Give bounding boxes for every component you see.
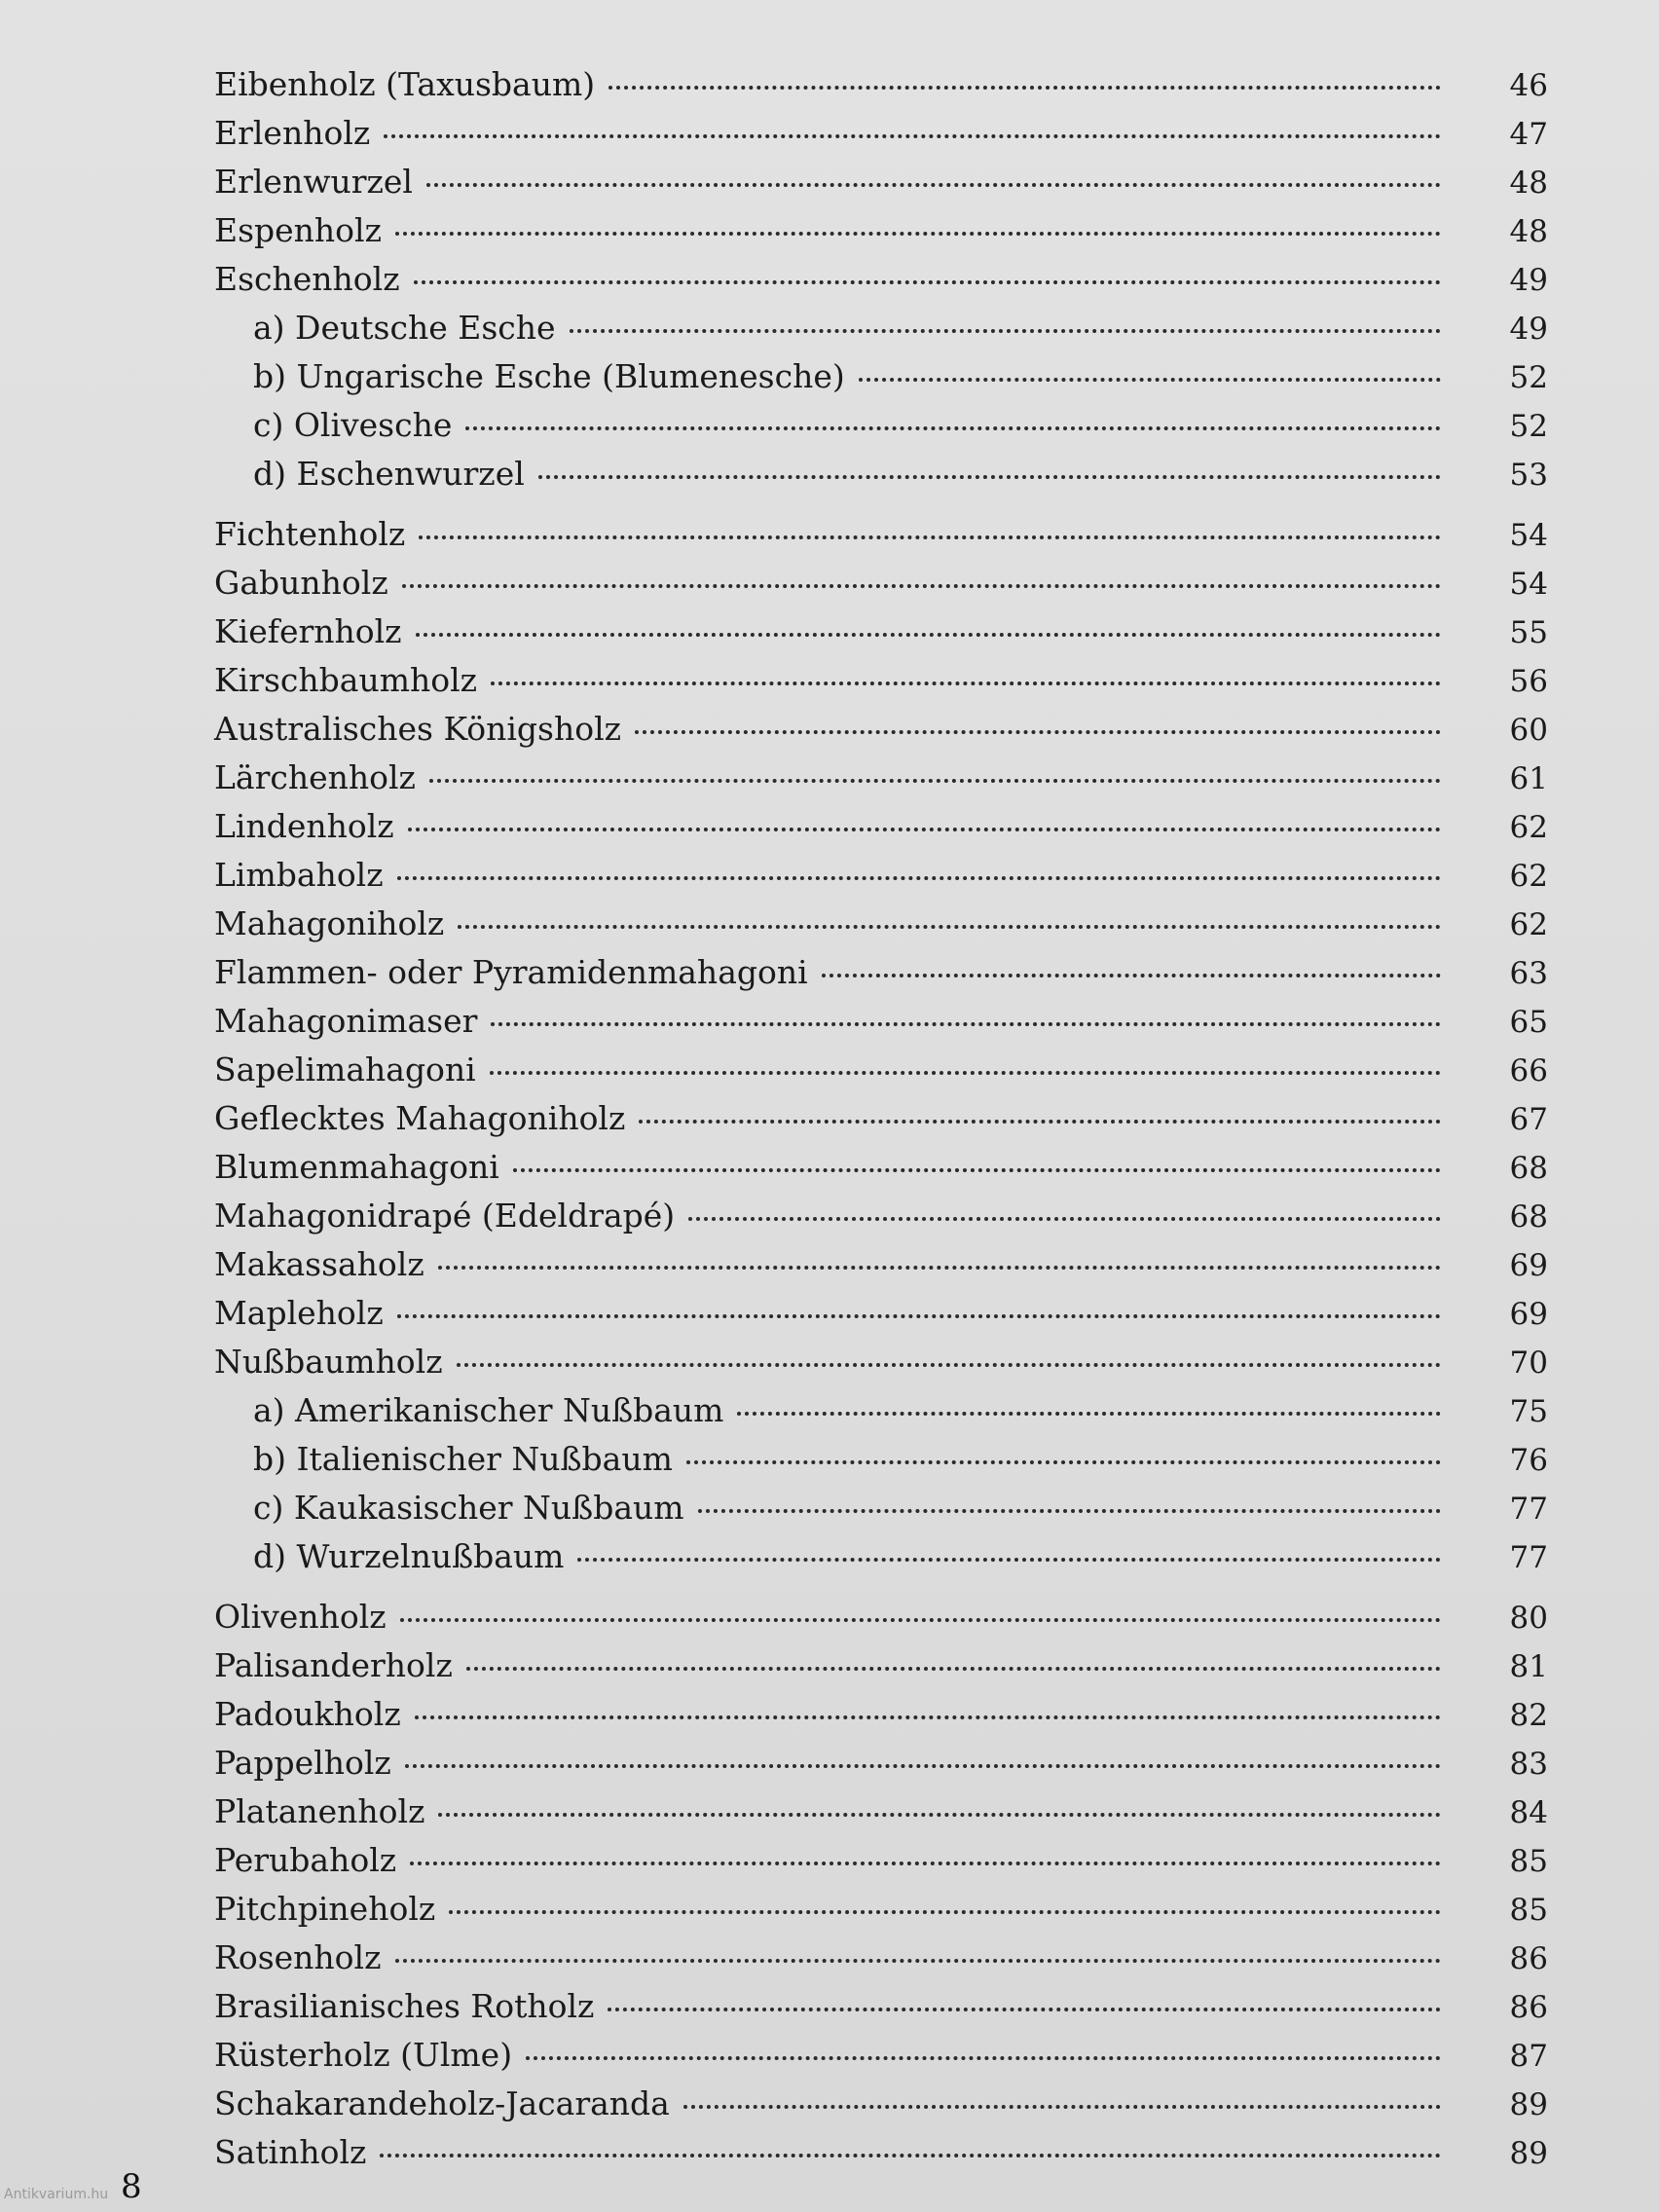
dot-leader xyxy=(395,1959,1442,1963)
dot-leader xyxy=(513,1168,1441,1172)
dot-leader xyxy=(397,1314,1441,1318)
toc-entry xyxy=(214,1289,1548,1338)
toc-entry xyxy=(214,1885,1548,1934)
dot-leader xyxy=(384,134,1441,138)
toc-entry xyxy=(214,900,1548,948)
entry-page-number: 81 xyxy=(1509,1649,1548,1684)
dot-leader xyxy=(419,535,1441,539)
entry-label: Pitchpineholz xyxy=(214,1890,436,1928)
entry-label: Brasilianisches Rotholz xyxy=(214,1987,595,2025)
table-of-contents xyxy=(214,60,1548,2177)
entry-page-number: 86 xyxy=(1509,1941,1548,1976)
entry-label: d) Eschenwurzel xyxy=(253,455,525,493)
entry-page-number: 87 xyxy=(1509,2039,1548,2074)
toc-entry xyxy=(214,997,1548,1046)
dot-leader xyxy=(737,1412,1441,1416)
toc-subentry xyxy=(214,401,1548,450)
toc-entry xyxy=(214,1934,1548,1982)
entry-page-number: 52 xyxy=(1509,409,1548,444)
dot-leader xyxy=(683,2105,1441,2109)
entry-page-number: 65 xyxy=(1509,1005,1548,1040)
entry-page-number: 68 xyxy=(1509,1151,1548,1186)
entry-page-number: 52 xyxy=(1509,360,1548,395)
entry-label: Padoukholz xyxy=(214,1695,401,1733)
entry-page-number: 56 xyxy=(1509,664,1548,699)
entry-page-number: 89 xyxy=(1509,2087,1548,2122)
dot-leader xyxy=(698,1509,1441,1513)
toc-entry xyxy=(214,851,1548,900)
toc-entry xyxy=(214,608,1548,656)
dot-leader xyxy=(405,1764,1441,1768)
entry-label: Kirschbaumholz xyxy=(214,661,478,699)
toc-entry xyxy=(214,1788,1548,1836)
entry-label: b) Ungarische Esche (Blumenesche) xyxy=(253,357,845,395)
toc-subentry xyxy=(214,450,1548,498)
dot-leader xyxy=(688,1217,1441,1221)
entry-page-number: 54 xyxy=(1509,518,1548,553)
dot-leader xyxy=(686,1460,1441,1464)
entry-label: Nußbaumholz xyxy=(214,1343,443,1381)
entry-page-number: 77 xyxy=(1509,1540,1548,1575)
dot-leader xyxy=(822,974,1441,977)
dot-leader xyxy=(449,1910,1441,1914)
dot-leader xyxy=(458,925,1441,929)
entry-page-number: 62 xyxy=(1509,859,1548,894)
entry-label: Espenholz xyxy=(214,211,382,249)
dot-leader xyxy=(415,1715,1441,1719)
entry-page-number: 49 xyxy=(1509,312,1548,347)
dot-leader xyxy=(438,1266,1441,1270)
entry-label: Kiefernholz xyxy=(214,612,402,650)
entry-label: Platanenholz xyxy=(214,1792,425,1830)
toc-entry xyxy=(214,1338,1548,1386)
toc-entry xyxy=(214,60,1548,109)
toc-entry xyxy=(214,206,1548,255)
toc-entry xyxy=(214,510,1548,559)
entry-page-number: 48 xyxy=(1509,214,1548,249)
entry-label: Mahagonidrapé (Edeldrapé) xyxy=(214,1197,676,1235)
entry-label: Eschenholz xyxy=(214,260,400,298)
toc-entry xyxy=(214,705,1548,754)
entry-label: Sapelimahagoni xyxy=(214,1051,476,1088)
dot-leader xyxy=(491,1022,1441,1026)
dot-leader xyxy=(408,828,1441,831)
toc-entry xyxy=(214,1240,1548,1289)
entry-label: Mahagoniholz xyxy=(214,904,445,942)
entry-page-number: 66 xyxy=(1509,1053,1548,1088)
entry-page-number: 63 xyxy=(1509,956,1548,991)
entry-label: Palisanderholz xyxy=(214,1646,453,1684)
dot-leader xyxy=(490,1071,1441,1075)
toc-entry xyxy=(214,802,1548,851)
toc-entry xyxy=(214,559,1548,608)
entry-page-number: 47 xyxy=(1509,117,1548,152)
entry-page-number: 54 xyxy=(1509,567,1548,602)
entry-label: Olivenholz xyxy=(214,1598,387,1636)
toc-subentry xyxy=(214,1532,1548,1581)
entry-page-number: 46 xyxy=(1509,68,1548,103)
dot-leader xyxy=(400,1618,1441,1622)
dot-leader xyxy=(859,378,1441,382)
entry-page-number: 48 xyxy=(1509,166,1548,201)
entry-page-number: 55 xyxy=(1509,615,1548,650)
entry-page-number: 83 xyxy=(1509,1747,1548,1782)
toc-entry xyxy=(214,1836,1548,1885)
dot-leader xyxy=(635,730,1441,734)
entry-label: Gabunholz xyxy=(214,564,388,602)
entry-label: Rüsterholz (Ulme) xyxy=(214,2036,513,2074)
toc-entry xyxy=(214,754,1548,802)
toc-entry xyxy=(214,1094,1548,1143)
entry-label: Australisches Königsholz xyxy=(214,710,622,748)
entry-label: Erlenholz xyxy=(214,114,371,152)
entry-label: c) Kaukasischer Nußbaum xyxy=(253,1489,684,1527)
entry-page-number: 75 xyxy=(1509,1394,1548,1429)
entry-label: Rosenholz xyxy=(214,1938,382,1976)
toc-entry xyxy=(214,2031,1548,2080)
toc-entry xyxy=(214,2128,1548,2177)
entry-page-number: 49 xyxy=(1509,263,1548,298)
entry-label: Eibenholz (Taxusbaum) xyxy=(214,65,596,103)
entry-page-number: 69 xyxy=(1509,1248,1548,1283)
dot-leader xyxy=(538,475,1441,479)
toc-entry xyxy=(214,656,1548,705)
toc-entry xyxy=(214,1192,1548,1240)
toc-subentry xyxy=(214,304,1548,352)
entry-label: Flammen- oder Pyramidenmahagoni xyxy=(214,953,808,991)
entry-label: Erlenwurzel xyxy=(214,163,413,201)
entry-page-number: 84 xyxy=(1509,1795,1548,1830)
toc-entry xyxy=(214,158,1548,206)
dot-leader xyxy=(426,183,1441,187)
toc-subentry xyxy=(214,1484,1548,1532)
entry-label: Mahagonimaser xyxy=(214,1002,478,1040)
entry-label: a) Deutsche Esche xyxy=(253,309,556,347)
dot-leader xyxy=(465,426,1441,430)
dot-leader xyxy=(608,86,1441,90)
toc-entry xyxy=(214,1143,1548,1192)
page-number: 8 xyxy=(121,2167,142,2206)
entry-label: b) Italienischer Nußbaum xyxy=(253,1440,673,1478)
toc-entry xyxy=(214,1739,1548,1788)
dot-leader xyxy=(457,1363,1441,1367)
entry-page-number: 80 xyxy=(1509,1601,1548,1636)
entry-page-number: 60 xyxy=(1509,713,1548,748)
entry-page-number: 82 xyxy=(1509,1698,1548,1733)
entry-label: Perubaholz xyxy=(214,1841,397,1879)
dot-leader xyxy=(402,584,1441,588)
toc-entry xyxy=(214,1982,1548,2031)
dot-leader xyxy=(577,1558,1441,1562)
entry-page-number: 89 xyxy=(1509,2136,1548,2171)
dot-leader xyxy=(466,1667,1441,1671)
dot-leader xyxy=(526,2056,1441,2060)
toc-entry xyxy=(214,255,1548,304)
entry-page-number: 76 xyxy=(1509,1443,1548,1478)
dot-leader xyxy=(416,633,1441,637)
dot-leader xyxy=(608,2008,1441,2011)
toc-subentry xyxy=(214,1386,1548,1435)
entry-page-number: 85 xyxy=(1509,1893,1548,1928)
watermark: Antikvarium.hu xyxy=(4,2187,109,2202)
toc-entry xyxy=(214,1690,1548,1739)
dot-leader xyxy=(639,1120,1441,1124)
entry-page-number: 62 xyxy=(1509,907,1548,942)
dot-leader xyxy=(414,280,1441,284)
toc-entry xyxy=(214,1593,1548,1641)
entry-label: a) Amerikanischer Nußbaum xyxy=(253,1391,724,1429)
dot-leader xyxy=(491,682,1441,685)
entry-page-number: 67 xyxy=(1509,1102,1548,1137)
toc-subentry xyxy=(214,1435,1548,1484)
entry-page-number: 69 xyxy=(1509,1297,1548,1332)
toc-entry xyxy=(214,2080,1548,2128)
entry-label: Lindenholz xyxy=(214,807,394,845)
entry-label: Lärchenholz xyxy=(214,758,416,796)
entry-label: c) Olivesche xyxy=(253,406,453,444)
dot-leader xyxy=(438,1813,1441,1817)
entry-label: Makassaholz xyxy=(214,1245,424,1283)
toc-entry xyxy=(214,1046,1548,1094)
toc-entry xyxy=(214,109,1548,158)
entry-page-number: 85 xyxy=(1509,1844,1548,1879)
dot-leader xyxy=(410,1862,1441,1865)
entry-label: Schakarandeholz-Jacaranda xyxy=(214,2084,670,2122)
entry-label: Blumenmahagoni xyxy=(214,1148,499,1186)
entry-label: Mapleholz xyxy=(214,1294,384,1332)
dot-leader xyxy=(395,232,1441,236)
entry-label: d) Wurzelnußbaum xyxy=(253,1537,565,1575)
entry-label: Satinholz xyxy=(214,2133,367,2171)
toc-entry xyxy=(214,948,1548,997)
entry-page-number: 77 xyxy=(1509,1492,1548,1527)
entry-label: Geflecktes Mahagoniholz xyxy=(214,1099,626,1137)
entry-page-number: 70 xyxy=(1509,1346,1548,1381)
entry-page-number: 53 xyxy=(1509,458,1548,493)
dot-leader xyxy=(429,779,1441,783)
entry-page-number: 86 xyxy=(1509,1990,1548,2025)
entry-page-number: 68 xyxy=(1509,1199,1548,1235)
dot-leader xyxy=(380,2154,1441,2157)
entry-label: Fichtenholz xyxy=(214,515,406,553)
entry-label: Pappelholz xyxy=(214,1744,391,1782)
toc-subentry xyxy=(214,352,1548,401)
entry-label: Limbaholz xyxy=(214,856,384,894)
entry-page-number: 61 xyxy=(1509,761,1548,796)
dot-leader xyxy=(397,876,1441,880)
entry-page-number: 62 xyxy=(1509,810,1548,845)
toc-entry xyxy=(214,1641,1548,1690)
dot-leader xyxy=(570,329,1441,333)
